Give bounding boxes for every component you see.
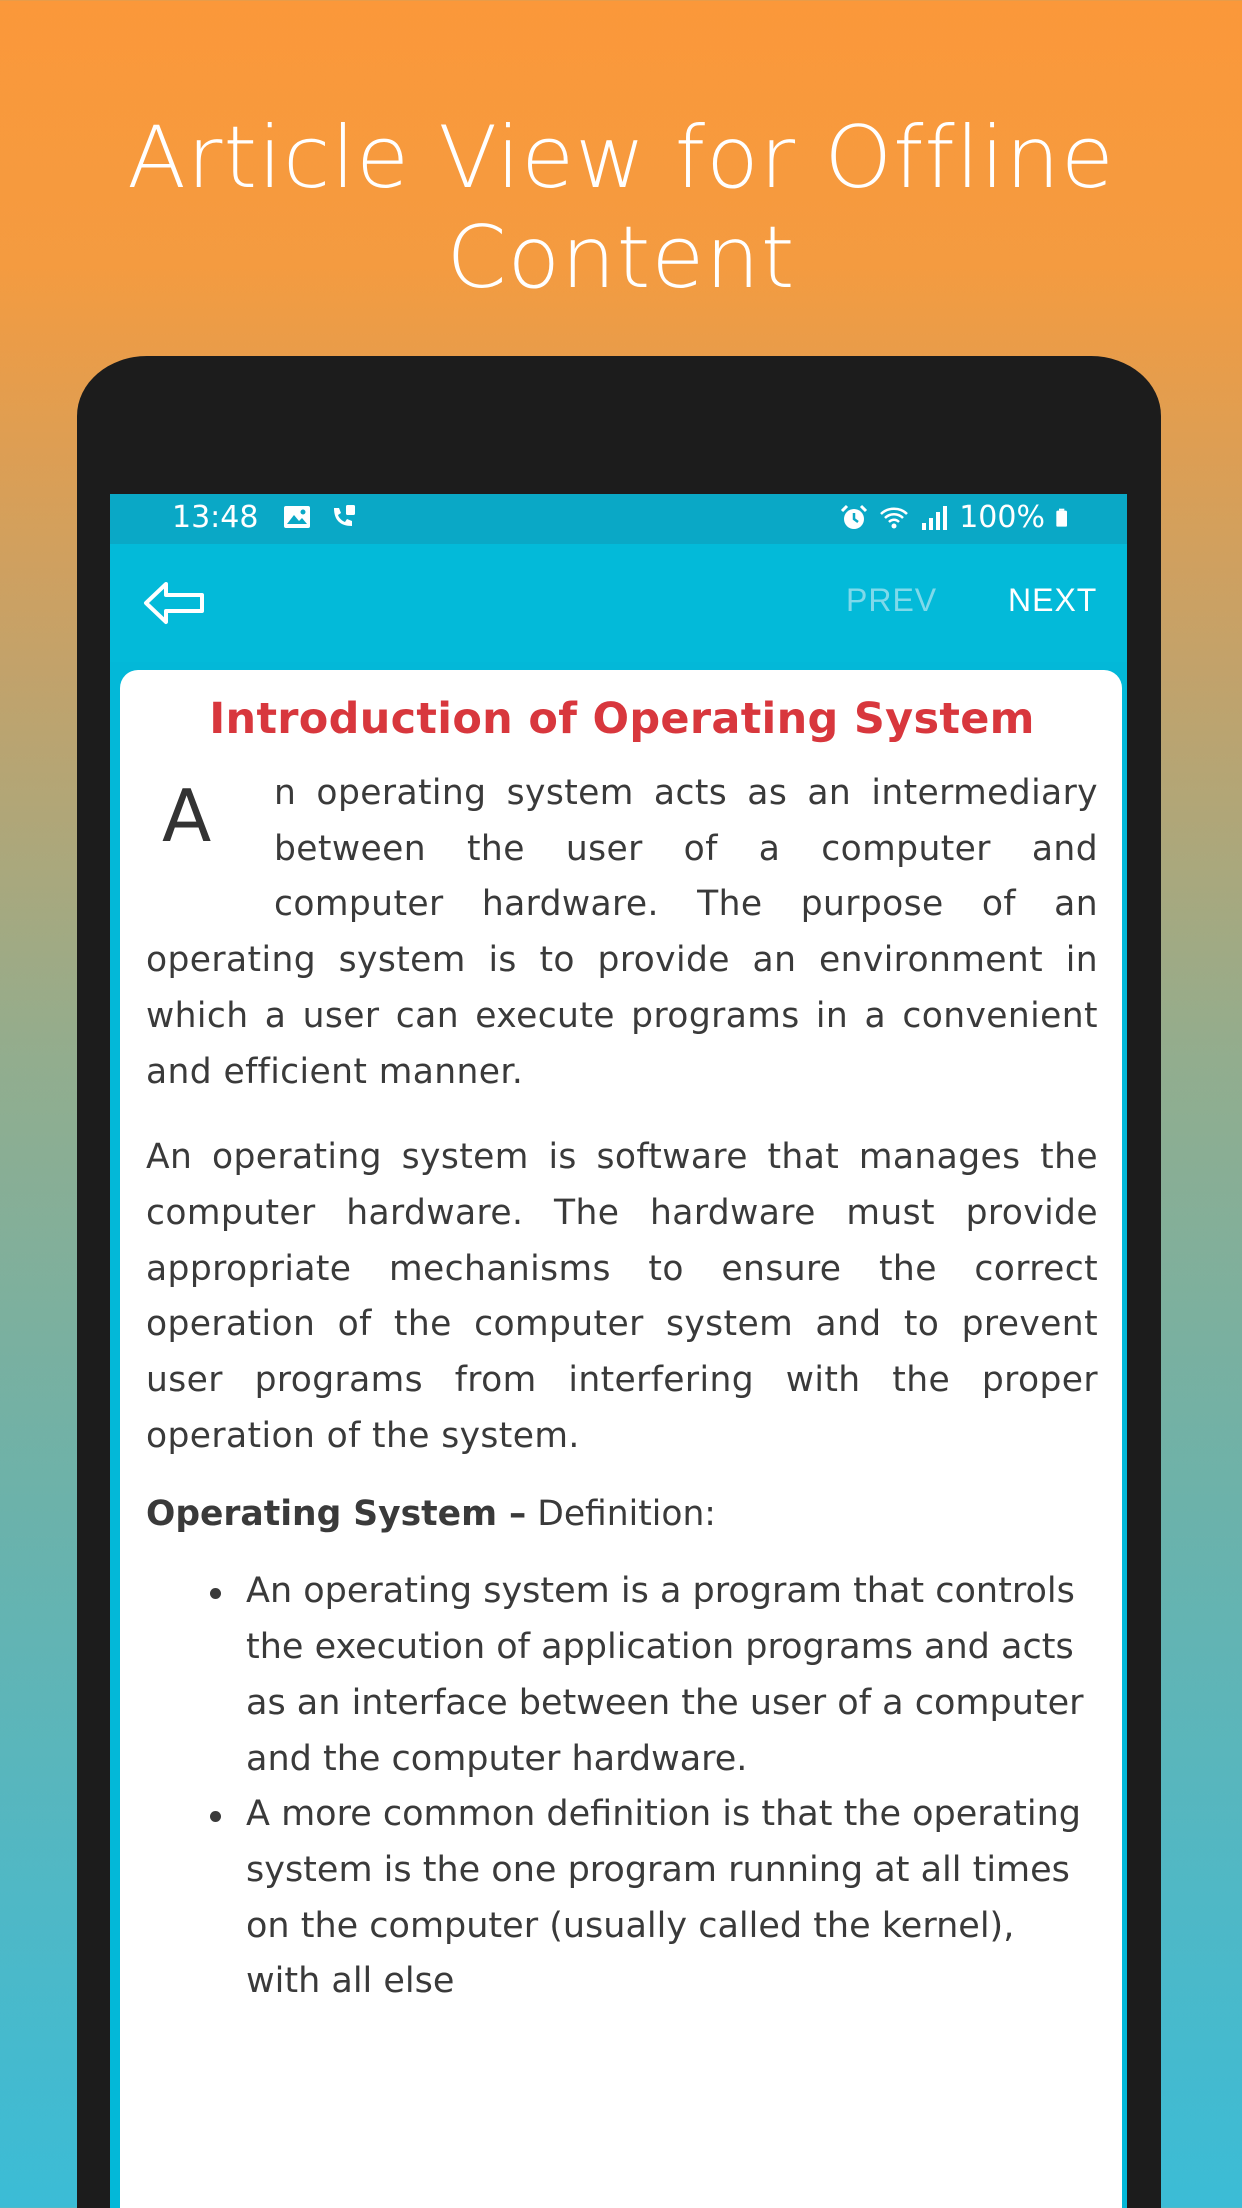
list-item: A more common definition is that the operating system is the one program running at all times on the computer (usually called the kernel), with all else: [246, 1787, 1098, 2010]
definition-bold: Operating System –: [146, 1494, 527, 1535]
signal-icon: [919, 503, 949, 533]
image-icon: [282, 502, 312, 532]
phone-screen: [110, 494, 1127, 2208]
definition-list: [146, 1564, 1098, 2010]
paragraph-1-text: n operating system acts as an intermediary between the user of a computer and computer hardware. The purpose of an operating system is to provide an environment in which a user can execute programs in a convenient and efficient manner.: [146, 773, 1098, 1092]
back-arrow-icon[interactable]: [140, 578, 210, 628]
article-paragraph-2: An operating system is software that manages the computer hardware. The hardware must provide appropriate mechanisms to ensure the correct operation of the computer system and to prevent user programs from interfering with the proper operation of the system.: [146, 1137, 1098, 1456]
article-card: [120, 670, 1122, 2208]
definition-rest: Definition:: [526, 1494, 716, 1535]
prev-button[interactable]: PREV: [846, 582, 938, 618]
battery-icon: [1055, 503, 1075, 533]
battery-percent: 100%: [959, 500, 1045, 535]
article-paragraph-1: [146, 766, 1098, 1100]
article-title: Introduction of Operating System: [209, 694, 1035, 744]
alarm-icon: [839, 503, 869, 533]
next-button[interactable]: NEXT: [1008, 582, 1098, 618]
call-icon: [328, 502, 358, 532]
app-bar: [110, 544, 1127, 662]
list-item: An operating system is a program that controls the execution of application programs and acts as an interface between the user of a computer and the computer hardware.: [246, 1564, 1098, 1787]
status-bar: [110, 494, 1127, 544]
promo-title: Article View for Offline Content: [127, 108, 1115, 308]
definition-heading: [146, 1494, 1098, 1534]
drop-cap: A: [162, 774, 212, 858]
status-time: 13:48: [172, 500, 259, 535]
wifi-icon: [879, 503, 909, 533]
